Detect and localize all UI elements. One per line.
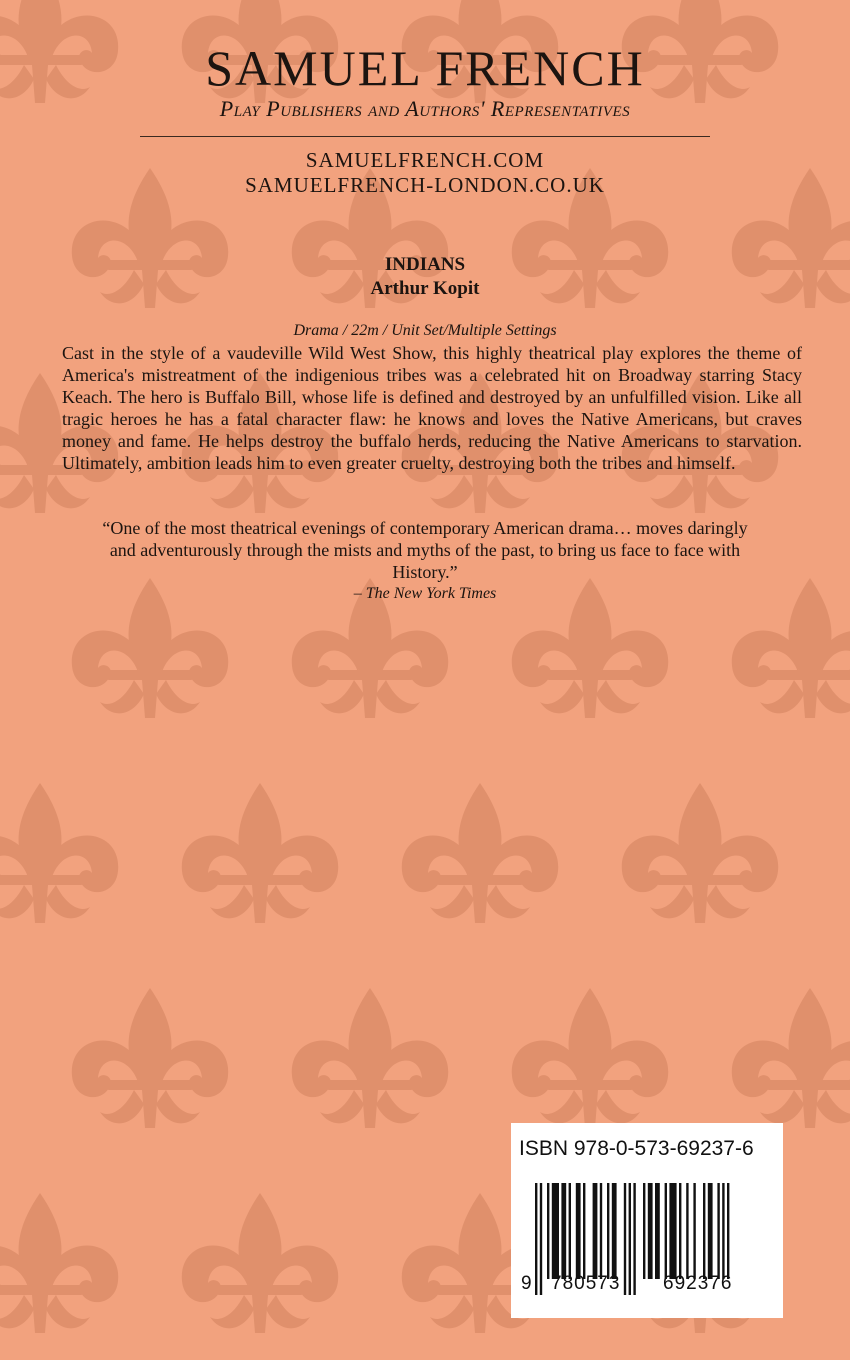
barcode-bar bbox=[583, 1183, 585, 1279]
barcode-bar bbox=[600, 1183, 602, 1279]
barcode-bar bbox=[708, 1183, 713, 1279]
barcode-bar bbox=[669, 1183, 676, 1279]
play-author: Arthur Kopit bbox=[370, 278, 480, 299]
barcode-bar bbox=[665, 1183, 667, 1279]
barcode-bar bbox=[607, 1183, 609, 1279]
barcode-bar bbox=[629, 1183, 631, 1295]
barcode-digit-first: 9 bbox=[521, 1273, 533, 1294]
barcode-bar bbox=[643, 1183, 645, 1279]
review-quote: “One of the most theatrical evenings of contemporary American drama… moves daringly and adventurously through the mists and myths of the past, to bring us face to face with History.” bbox=[102, 518, 748, 582]
barcode-digits-left: 780573 bbox=[551, 1273, 621, 1294]
barcode-bar bbox=[727, 1183, 729, 1279]
publisher-name: SAMUEL FRENCH bbox=[205, 40, 645, 96]
play-meta: Drama / 22m / Unit Set/Multiple Settings bbox=[293, 322, 557, 339]
isbn-label: ISBN 978-0-573-69237-6 bbox=[519, 1137, 754, 1160]
barcode-bar bbox=[717, 1183, 719, 1279]
review-source: The New York Times bbox=[365, 585, 497, 602]
barcode-bar bbox=[655, 1183, 660, 1279]
barcode-bar bbox=[679, 1183, 681, 1279]
attribution-dash: – bbox=[353, 585, 366, 602]
website-us[interactable]: SAMUELFRENCH.COM bbox=[305, 148, 545, 172]
review-attribution bbox=[0, 585, 850, 603]
barcode-bar bbox=[633, 1183, 635, 1295]
header-divider bbox=[140, 136, 710, 137]
publisher-tagline: Play Publishers and Authors' Representatives bbox=[219, 96, 631, 121]
barcode-digits-right: 692376 bbox=[663, 1273, 733, 1294]
barcode-bar bbox=[693, 1183, 695, 1279]
barcode-bar bbox=[540, 1183, 542, 1295]
barcode-bar bbox=[535, 1183, 537, 1295]
barcode-bar bbox=[722, 1183, 724, 1279]
website-uk[interactable]: SAMUELFRENCH-LONDON.CO.UK bbox=[245, 173, 605, 197]
play-title: INDIANS bbox=[384, 254, 466, 275]
barcode-bar bbox=[552, 1183, 559, 1279]
barcode-bar bbox=[648, 1183, 653, 1279]
barcode-bar bbox=[569, 1183, 571, 1279]
play-description: Cast in the style of a vaudeville Wild West Show, this highly theatrical play explores the theme of America's mistreatment of the indigenious tribes was a celebrated hit on Broadway starring Stacy Keach. The hero is Buffalo Bill, whose life is defined and destroyed by an unfulfilled vision. Like all tragic heroes he has a fatal character flaw: he knows and loves the Native Americans, but craves money and fame. He helps destroy the buffalo herds, reducing the Native Americans to starvation. Ultimately, ambition leads him to even greater cruelty, destroying both the tribes and himself. bbox=[62, 343, 802, 473]
barcode-bar bbox=[624, 1183, 626, 1295]
barcode-bar bbox=[576, 1183, 581, 1279]
barcode-bar bbox=[547, 1183, 549, 1279]
barcode-bar bbox=[593, 1183, 598, 1279]
barcode-bar bbox=[686, 1183, 688, 1279]
barcode-panel bbox=[511, 1123, 783, 1318]
barcode-bar bbox=[703, 1183, 705, 1279]
barcode-bar bbox=[612, 1183, 617, 1279]
barcode-bar bbox=[561, 1183, 566, 1279]
